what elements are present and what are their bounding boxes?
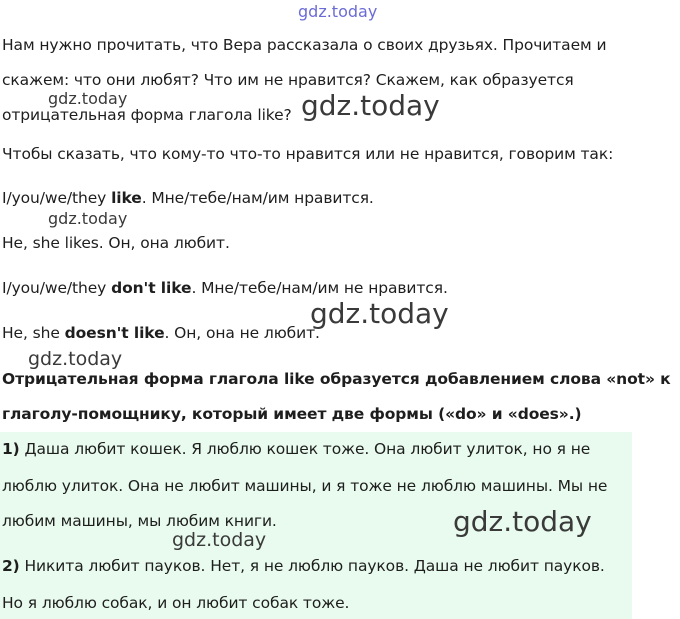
answer-1-line-3: любим машины, мы любим книги. xyxy=(2,512,277,530)
example-3: I/you/we/they don't like. Мне/тебе/нам/им не нравится. xyxy=(2,279,448,297)
watermark-2: gdz.today xyxy=(301,89,440,122)
watermark-7: gdz.today xyxy=(172,529,267,551)
answer-1-line-2: люблю улиток. Она не любит машины, и я тоже не люблю машины. Мы не xyxy=(2,477,608,495)
watermark-4: gdz.today xyxy=(310,297,449,330)
example-2: He, she likes. Он, она любит. xyxy=(2,234,230,252)
watermark-6: gdz.today xyxy=(453,505,592,538)
how-to-say: Чтобы сказать, что кому-то что-то нравится или не нравится, говорим так: xyxy=(2,145,614,163)
watermark-1: gdz.today xyxy=(48,89,128,108)
answer-1-line-1: 1) Даша любит кошек. Я люблю кошек тоже. Она любит улиток, но я не xyxy=(2,440,591,458)
intro-line-2: скажем: что они любят? Что им не нравится? Скажем, как образуется xyxy=(2,71,574,89)
answer-2-line-1: 2) Никита любит пауков. Нет, я не люблю пауков. Даша не любит пауков. xyxy=(2,557,605,575)
answer-2-line-2: Но я люблю собак, и он любит собак тоже. xyxy=(2,594,350,612)
example-4: He, she doesn't like. Он, она не любит. xyxy=(2,324,320,342)
rule-line-2: глаголу-помощнику, который имеет две формы («do» и «does».) xyxy=(2,405,582,423)
watermark-3: gdz.today xyxy=(48,209,128,228)
watermark-5: gdz.today xyxy=(28,348,123,370)
intro-line-1: Нам нужно прочитать, что Вера рассказала о своих друзьях. Прочитаем и xyxy=(2,36,607,54)
watermark-top: gdz.today xyxy=(298,2,378,21)
example-1: I/you/we/they like. Мне/тебе/нам/им нравится. xyxy=(2,189,374,207)
rule-line-1: Отрицательная форма глагола like образуется добавлением слова «not» к xyxy=(2,370,671,388)
intro-line-3: отрицательная форма глагола like? xyxy=(2,106,292,124)
